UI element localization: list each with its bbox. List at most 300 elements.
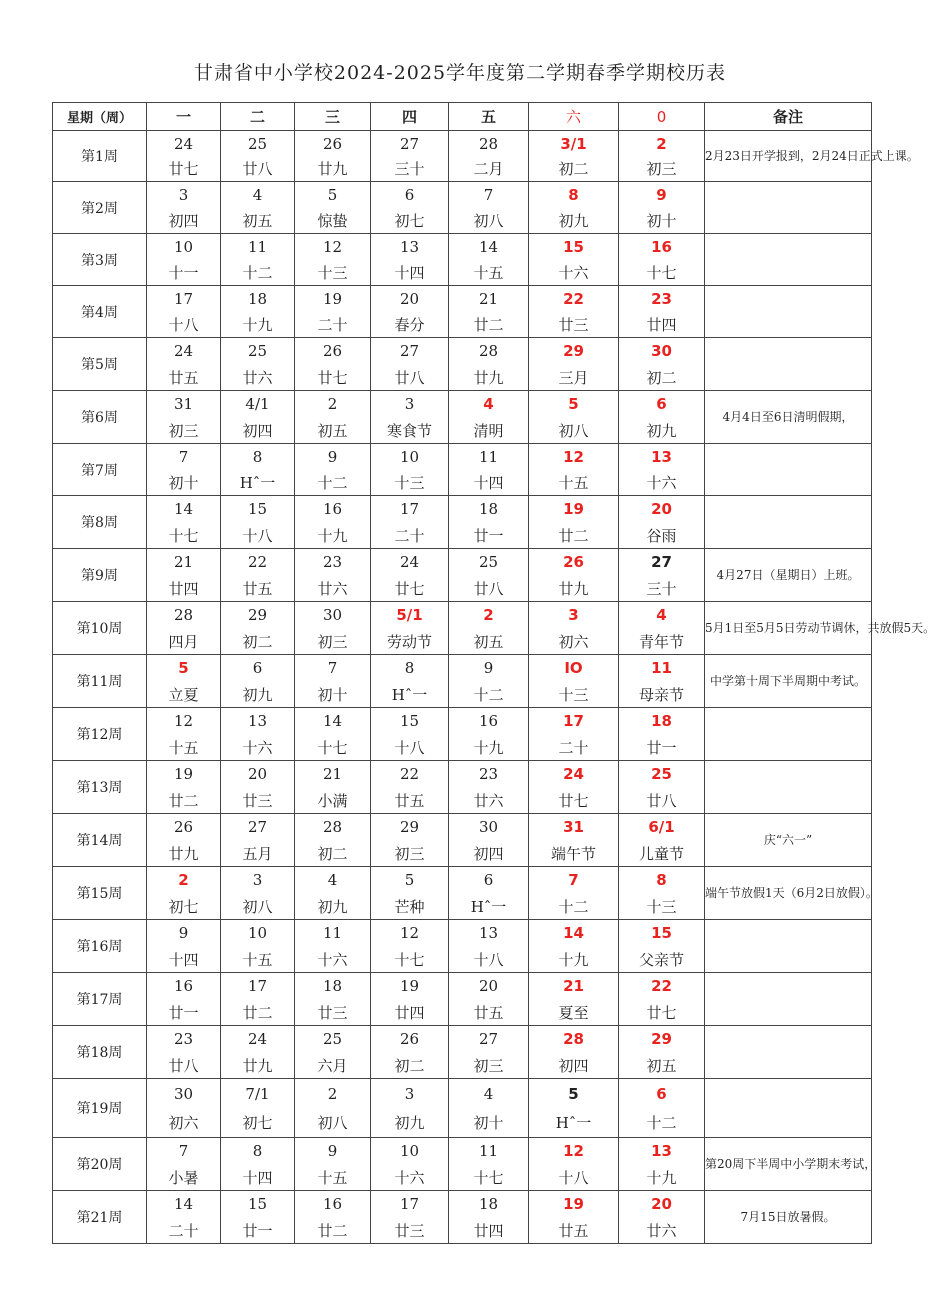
day-lunar: 谷雨: [619, 522, 705, 549]
day-date: 15: [619, 920, 705, 947]
day-date: 29: [371, 814, 449, 841]
day-lunar: 十六: [295, 946, 371, 973]
day-lunar: 立夏: [147, 681, 221, 708]
day-lunar: 十六: [529, 259, 619, 286]
day-date: 28: [529, 1026, 619, 1053]
day-lunar: 廿七: [295, 364, 371, 391]
day-date: 16: [147, 973, 221, 1000]
day-date: 2: [295, 391, 371, 418]
day-date: 13: [449, 920, 529, 947]
day-lunar: 廿八: [147, 1052, 221, 1079]
day-date: 25: [619, 761, 705, 788]
day-date: 20: [371, 286, 449, 312]
week-row-dates: [53, 444, 872, 470]
day-date: 21: [147, 549, 221, 576]
day-date: 4/1: [221, 391, 295, 418]
day-date: 20: [619, 1191, 705, 1218]
day-lunar: 初二: [221, 628, 295, 655]
day-date: 7: [147, 444, 221, 470]
day-date: 2: [147, 867, 221, 894]
week-note: [705, 286, 872, 338]
week-note: 庆“六一”: [705, 814, 872, 867]
day-date: 22: [371, 761, 449, 788]
day-lunar: 十七: [449, 1164, 529, 1191]
day-lunar: 母亲节: [619, 681, 705, 708]
week-note: [705, 1026, 872, 1079]
week-note: [705, 920, 872, 973]
day-lunar: 廿七: [371, 575, 449, 602]
day-lunar: 十九: [619, 1164, 705, 1191]
day-date: 10: [221, 920, 295, 947]
day-date: 24: [529, 761, 619, 788]
day-date: 26: [371, 1026, 449, 1053]
week-note: [705, 182, 872, 234]
day-lunar: 二月: [449, 156, 529, 182]
day-lunar: 五月: [221, 840, 295, 867]
day-lunar: 廿四: [371, 999, 449, 1026]
day-date: 12: [529, 1138, 619, 1165]
week-row-dates: [53, 286, 872, 312]
day-lunar: 初九: [371, 1108, 449, 1138]
day-lunar: 十六: [619, 469, 705, 496]
day-date: 18: [619, 708, 705, 735]
day-lunar: 廿四: [619, 311, 705, 338]
week-label: 第20周: [53, 1138, 147, 1191]
day-lunar: 廿四: [449, 1217, 529, 1244]
day-date: 19: [529, 1191, 619, 1218]
day-date: 5: [529, 391, 619, 418]
day-lunar: 廿二: [529, 522, 619, 549]
week-row-dates: [53, 496, 872, 523]
day-date: 9: [147, 920, 221, 947]
day-date: 7: [449, 182, 529, 208]
week-row-dates: [53, 655, 872, 682]
week-label: 第12周: [53, 708, 147, 761]
week-note: [705, 234, 872, 286]
day-lunar: 十二: [295, 469, 371, 496]
day-date: 22: [221, 549, 295, 576]
day-date: 23: [295, 549, 371, 576]
week-note: [705, 1079, 872, 1138]
day-date: 18: [449, 1191, 529, 1218]
day-lunar: 初九: [619, 417, 705, 444]
day-date: 30: [295, 602, 371, 629]
day-lunar: 十九: [295, 522, 371, 549]
day-lunar: 初七: [371, 207, 449, 234]
day-date: 11: [619, 655, 705, 682]
week-row-dates: [53, 708, 872, 735]
day-lunar: 青年节: [619, 628, 705, 655]
school-calendar-table: [52, 102, 935, 1244]
day-date: 16: [295, 496, 371, 523]
week-note: [705, 761, 872, 814]
day-lunar: 初三: [619, 156, 705, 182]
day-lunar: 廿九: [295, 156, 371, 182]
day-lunar: 三十: [619, 575, 705, 602]
day-lunar: 四月: [147, 628, 221, 655]
day-lunar: 初六: [529, 628, 619, 655]
day-date: 10: [371, 444, 449, 470]
day-lunar: 廿三: [371, 1217, 449, 1244]
day-lunar: 初九: [295, 893, 371, 920]
day-lunar: 初十: [147, 469, 221, 496]
day-lunar: 二十: [529, 734, 619, 761]
day-lunar: 十二: [449, 681, 529, 708]
week-row-dates: [53, 761, 872, 788]
day-date: 3: [221, 867, 295, 894]
day-lunar: 初八: [221, 893, 295, 920]
day-date: 28: [295, 814, 371, 841]
day-lunar: 廿五: [371, 787, 449, 814]
day-date: 2: [619, 131, 705, 157]
day-date: 11: [449, 1138, 529, 1165]
day-date: 3: [371, 391, 449, 418]
day-lunar: 廿七: [619, 999, 705, 1026]
day-lunar: 十七: [371, 946, 449, 973]
week-row-dates: [53, 814, 872, 841]
day-date: 15: [221, 1191, 295, 1218]
week-note: 2月23日开学报到，2月24日正式上课。: [705, 131, 872, 182]
day-lunar: 初三: [371, 840, 449, 867]
day-date: 8: [619, 867, 705, 894]
day-date: 6: [619, 1079, 705, 1109]
week-note: 4月27日（星期日）上班。: [705, 549, 872, 602]
day-lunar: Hˆ一: [449, 893, 529, 920]
day-lunar: 十九: [449, 734, 529, 761]
day-date: 26: [295, 338, 371, 365]
day-date: 29: [221, 602, 295, 629]
day-date: 16: [295, 1191, 371, 1218]
day-date: 19: [371, 973, 449, 1000]
day-lunar: 二十: [371, 522, 449, 549]
day-lunar: 二十: [147, 1217, 221, 1244]
day-lunar: 十七: [619, 259, 705, 286]
day-lunar: 十五: [295, 1164, 371, 1191]
week-note: [705, 708, 872, 761]
day-lunar: 小暑: [147, 1164, 221, 1191]
day-date: 6: [371, 182, 449, 208]
day-lunar: 廿一: [619, 734, 705, 761]
day-lunar: 十一: [147, 259, 221, 286]
day-lunar: 十四: [371, 259, 449, 286]
day-date: 21: [449, 286, 529, 312]
week-row-dates: [53, 1191, 872, 1218]
day-lunar: 十二: [221, 259, 295, 286]
day-date: 7/1: [221, 1079, 295, 1109]
week-label: 第9周: [53, 549, 147, 602]
day-lunar: 初四: [449, 840, 529, 867]
day-lunar: 廿八: [449, 575, 529, 602]
day-date: 26: [295, 131, 371, 157]
day-date: 26: [147, 814, 221, 841]
day-lunar: 十二: [619, 1108, 705, 1138]
week-label: 第18周: [53, 1026, 147, 1079]
day-date: IO: [529, 655, 619, 682]
week-label: 第8周: [53, 496, 147, 549]
day-date: 13: [221, 708, 295, 735]
day-lunar: 春分: [371, 311, 449, 338]
day-lunar: 十五: [449, 259, 529, 286]
day-lunar: 廿五: [529, 1217, 619, 1244]
week-note: 7月15日放暑假。: [705, 1191, 872, 1244]
week-label: 第7周: [53, 444, 147, 496]
day-lunar: 初五: [449, 628, 529, 655]
week-row-dates: [53, 920, 872, 947]
week-label: 第3周: [53, 234, 147, 286]
day-date: 15: [371, 708, 449, 735]
day-date: 10: [371, 1138, 449, 1165]
day-date: 9: [295, 444, 371, 470]
day-lunar: 十八: [371, 734, 449, 761]
day-date: 17: [371, 1191, 449, 1218]
day-lunar: 廿六: [295, 575, 371, 602]
week-row-dates: [53, 602, 872, 629]
day-date: 18: [295, 973, 371, 1000]
header-day-tue: 二: [221, 103, 295, 131]
day-lunar: 初七: [147, 893, 221, 920]
day-lunar: 劳动节: [371, 628, 449, 655]
day-date: 14: [147, 496, 221, 523]
day-lunar: 初二: [371, 1052, 449, 1079]
day-date: 4: [449, 391, 529, 418]
day-lunar: 初三: [147, 417, 221, 444]
day-lunar: 十七: [147, 522, 221, 549]
day-date: 8: [221, 444, 295, 470]
day-date: 5: [295, 182, 371, 208]
day-date: 27: [371, 131, 449, 157]
day-date: 7: [147, 1138, 221, 1165]
day-date: 9: [449, 655, 529, 682]
header-day-mon: 一: [147, 103, 221, 131]
week-row-dates: [53, 338, 872, 365]
day-lunar: 廿六: [221, 364, 295, 391]
day-lunar: 廿二: [449, 311, 529, 338]
week-label: 第4周: [53, 286, 147, 338]
day-lunar: 三十: [371, 156, 449, 182]
day-lunar: 初七: [221, 1108, 295, 1138]
day-date: 4: [221, 182, 295, 208]
page-title: 甘肃省中小学校2024-2025学年度第二学期春季学期校历表: [193, 62, 727, 84]
day-lunar: 十九: [529, 946, 619, 973]
week-label: 第19周: [53, 1079, 147, 1138]
day-date: 7: [529, 867, 619, 894]
day-lunar: 十六: [371, 1164, 449, 1191]
day-date: 26: [529, 549, 619, 576]
day-date: 6/1: [619, 814, 705, 841]
day-lunar: 初二: [529, 156, 619, 182]
day-lunar: 廿一: [147, 999, 221, 1026]
day-date: 5/1: [371, 602, 449, 629]
day-lunar: 廿七: [147, 156, 221, 182]
day-lunar: 端午节: [529, 840, 619, 867]
week-label: 第15周: [53, 867, 147, 920]
week-label: 第17周: [53, 973, 147, 1026]
day-date: 19: [147, 761, 221, 788]
day-date: 16: [449, 708, 529, 735]
day-date: 14: [449, 234, 529, 260]
day-lunar: 初五: [221, 207, 295, 234]
day-lunar: Hˆ一: [221, 469, 295, 496]
day-date: 14: [295, 708, 371, 735]
week-row-dates: [53, 182, 872, 208]
day-date: 7: [295, 655, 371, 682]
day-lunar: 清明: [449, 417, 529, 444]
day-lunar: 廿四: [147, 575, 221, 602]
day-date: 3: [529, 602, 619, 629]
day-lunar: 十四: [221, 1164, 295, 1191]
day-date: 17: [147, 286, 221, 312]
day-lunar: 十五: [147, 734, 221, 761]
day-lunar: 儿童节: [619, 840, 705, 867]
week-label: 第6周: [53, 391, 147, 444]
day-lunar: 二十: [295, 311, 371, 338]
day-date: 12: [295, 234, 371, 260]
day-date: 15: [529, 234, 619, 260]
day-date: 13: [619, 444, 705, 470]
day-lunar: Hˆ一: [529, 1108, 619, 1138]
day-date: 24: [371, 549, 449, 576]
day-date: 11: [449, 444, 529, 470]
day-date: 20: [449, 973, 529, 1000]
day-lunar: Hˆ一: [371, 681, 449, 708]
day-lunar: 十八: [221, 522, 295, 549]
day-lunar: 初六: [147, 1108, 221, 1138]
day-date: 27: [619, 549, 705, 576]
header-week: 星期（周）: [53, 103, 147, 131]
week-note: [705, 973, 872, 1026]
week-label: 第16周: [53, 920, 147, 973]
day-lunar: 寒食节: [371, 417, 449, 444]
day-lunar: 初四: [529, 1052, 619, 1079]
week-row-dates: [53, 867, 872, 894]
day-date: 13: [619, 1138, 705, 1165]
week-row-dates: [53, 234, 872, 260]
day-date: 27: [371, 338, 449, 365]
day-date: 23: [449, 761, 529, 788]
day-lunar: 初八: [295, 1108, 371, 1138]
day-lunar: 廿八: [221, 156, 295, 182]
day-date: 9: [295, 1138, 371, 1165]
week-note: 中学第十周下半周期中考试。: [705, 655, 872, 708]
week-note: 第20周下半周中小学期末考试，: [705, 1138, 872, 1191]
day-date: 20: [619, 496, 705, 523]
day-lunar: 小满: [295, 787, 371, 814]
week-row-dates: [53, 131, 872, 157]
day-lunar: 廿八: [371, 364, 449, 391]
day-date: 5: [371, 867, 449, 894]
day-date: 21: [295, 761, 371, 788]
day-lunar: 廿九: [221, 1052, 295, 1079]
day-date: 10: [147, 234, 221, 260]
day-lunar: 芒种: [371, 893, 449, 920]
day-lunar: 十三: [619, 893, 705, 920]
day-lunar: 十二: [529, 893, 619, 920]
day-lunar: 廿五: [147, 364, 221, 391]
day-date: 11: [295, 920, 371, 947]
header-note: 备注: [705, 103, 872, 131]
day-date: 12: [371, 920, 449, 947]
day-date: 4: [619, 602, 705, 629]
day-lunar: 初四: [221, 417, 295, 444]
day-lunar: 初四: [147, 207, 221, 234]
day-date: 17: [371, 496, 449, 523]
day-lunar: 十八: [449, 946, 529, 973]
day-date: 23: [619, 286, 705, 312]
day-date: 29: [529, 338, 619, 365]
day-date: 11: [221, 234, 295, 260]
week-label: 第13周: [53, 761, 147, 814]
day-date: 19: [295, 286, 371, 312]
week-label: 第11周: [53, 655, 147, 708]
week-label: 第10周: [53, 602, 147, 655]
day-lunar: 廿九: [449, 364, 529, 391]
day-date: 6: [221, 655, 295, 682]
week-label: 第1周: [53, 131, 147, 182]
week-row-dates: [53, 1026, 872, 1053]
day-lunar: 廿九: [147, 840, 221, 867]
day-date: 15: [221, 496, 295, 523]
day-lunar: 初八: [449, 207, 529, 234]
day-date: 30: [619, 338, 705, 365]
day-date: 3: [371, 1079, 449, 1109]
day-lunar: 廿五: [449, 999, 529, 1026]
day-date: 25: [449, 549, 529, 576]
day-date: 12: [529, 444, 619, 470]
calendar-body: [53, 131, 935, 1244]
day-lunar: 廿六: [449, 787, 529, 814]
day-date: 27: [449, 1026, 529, 1053]
day-lunar: 十八: [147, 311, 221, 338]
day-lunar: 十四: [449, 469, 529, 496]
day-lunar: 三月: [529, 364, 619, 391]
day-date: 9: [619, 182, 705, 208]
day-date: 6: [619, 391, 705, 418]
day-lunar: 廿三: [529, 311, 619, 338]
day-lunar: 初二: [295, 840, 371, 867]
day-lunar: 廿二: [147, 787, 221, 814]
day-date: 8: [529, 182, 619, 208]
day-lunar: 初三: [295, 628, 371, 655]
day-date: 12: [147, 708, 221, 735]
header-day-wed: 三: [295, 103, 371, 131]
day-date: 8: [221, 1138, 295, 1165]
day-lunar: 十五: [221, 946, 295, 973]
day-date: 5: [529, 1079, 619, 1109]
day-date: 4: [449, 1079, 529, 1109]
header-day-fri: 五: [449, 103, 529, 131]
day-lunar: 廿三: [295, 999, 371, 1026]
week-note: [705, 496, 872, 549]
day-date: 5: [147, 655, 221, 682]
day-date: 31: [147, 391, 221, 418]
day-lunar: 夏至: [529, 999, 619, 1026]
day-date: 24: [147, 338, 221, 365]
day-lunar: 初三: [449, 1052, 529, 1079]
header-row: [53, 103, 872, 131]
day-lunar: 廿二: [221, 999, 295, 1026]
day-date: 19: [529, 496, 619, 523]
day-date: 25: [221, 338, 295, 365]
week-note: 4月4日至6日清明假期，: [705, 391, 872, 444]
day-lunar: 初五: [295, 417, 371, 444]
day-date: 25: [221, 131, 295, 157]
day-date: 17: [529, 708, 619, 735]
day-lunar: 初十: [449, 1108, 529, 1138]
day-lunar: 初十: [295, 681, 371, 708]
day-date: 13: [371, 234, 449, 260]
day-date: 18: [221, 286, 295, 312]
day-date: 22: [529, 286, 619, 312]
